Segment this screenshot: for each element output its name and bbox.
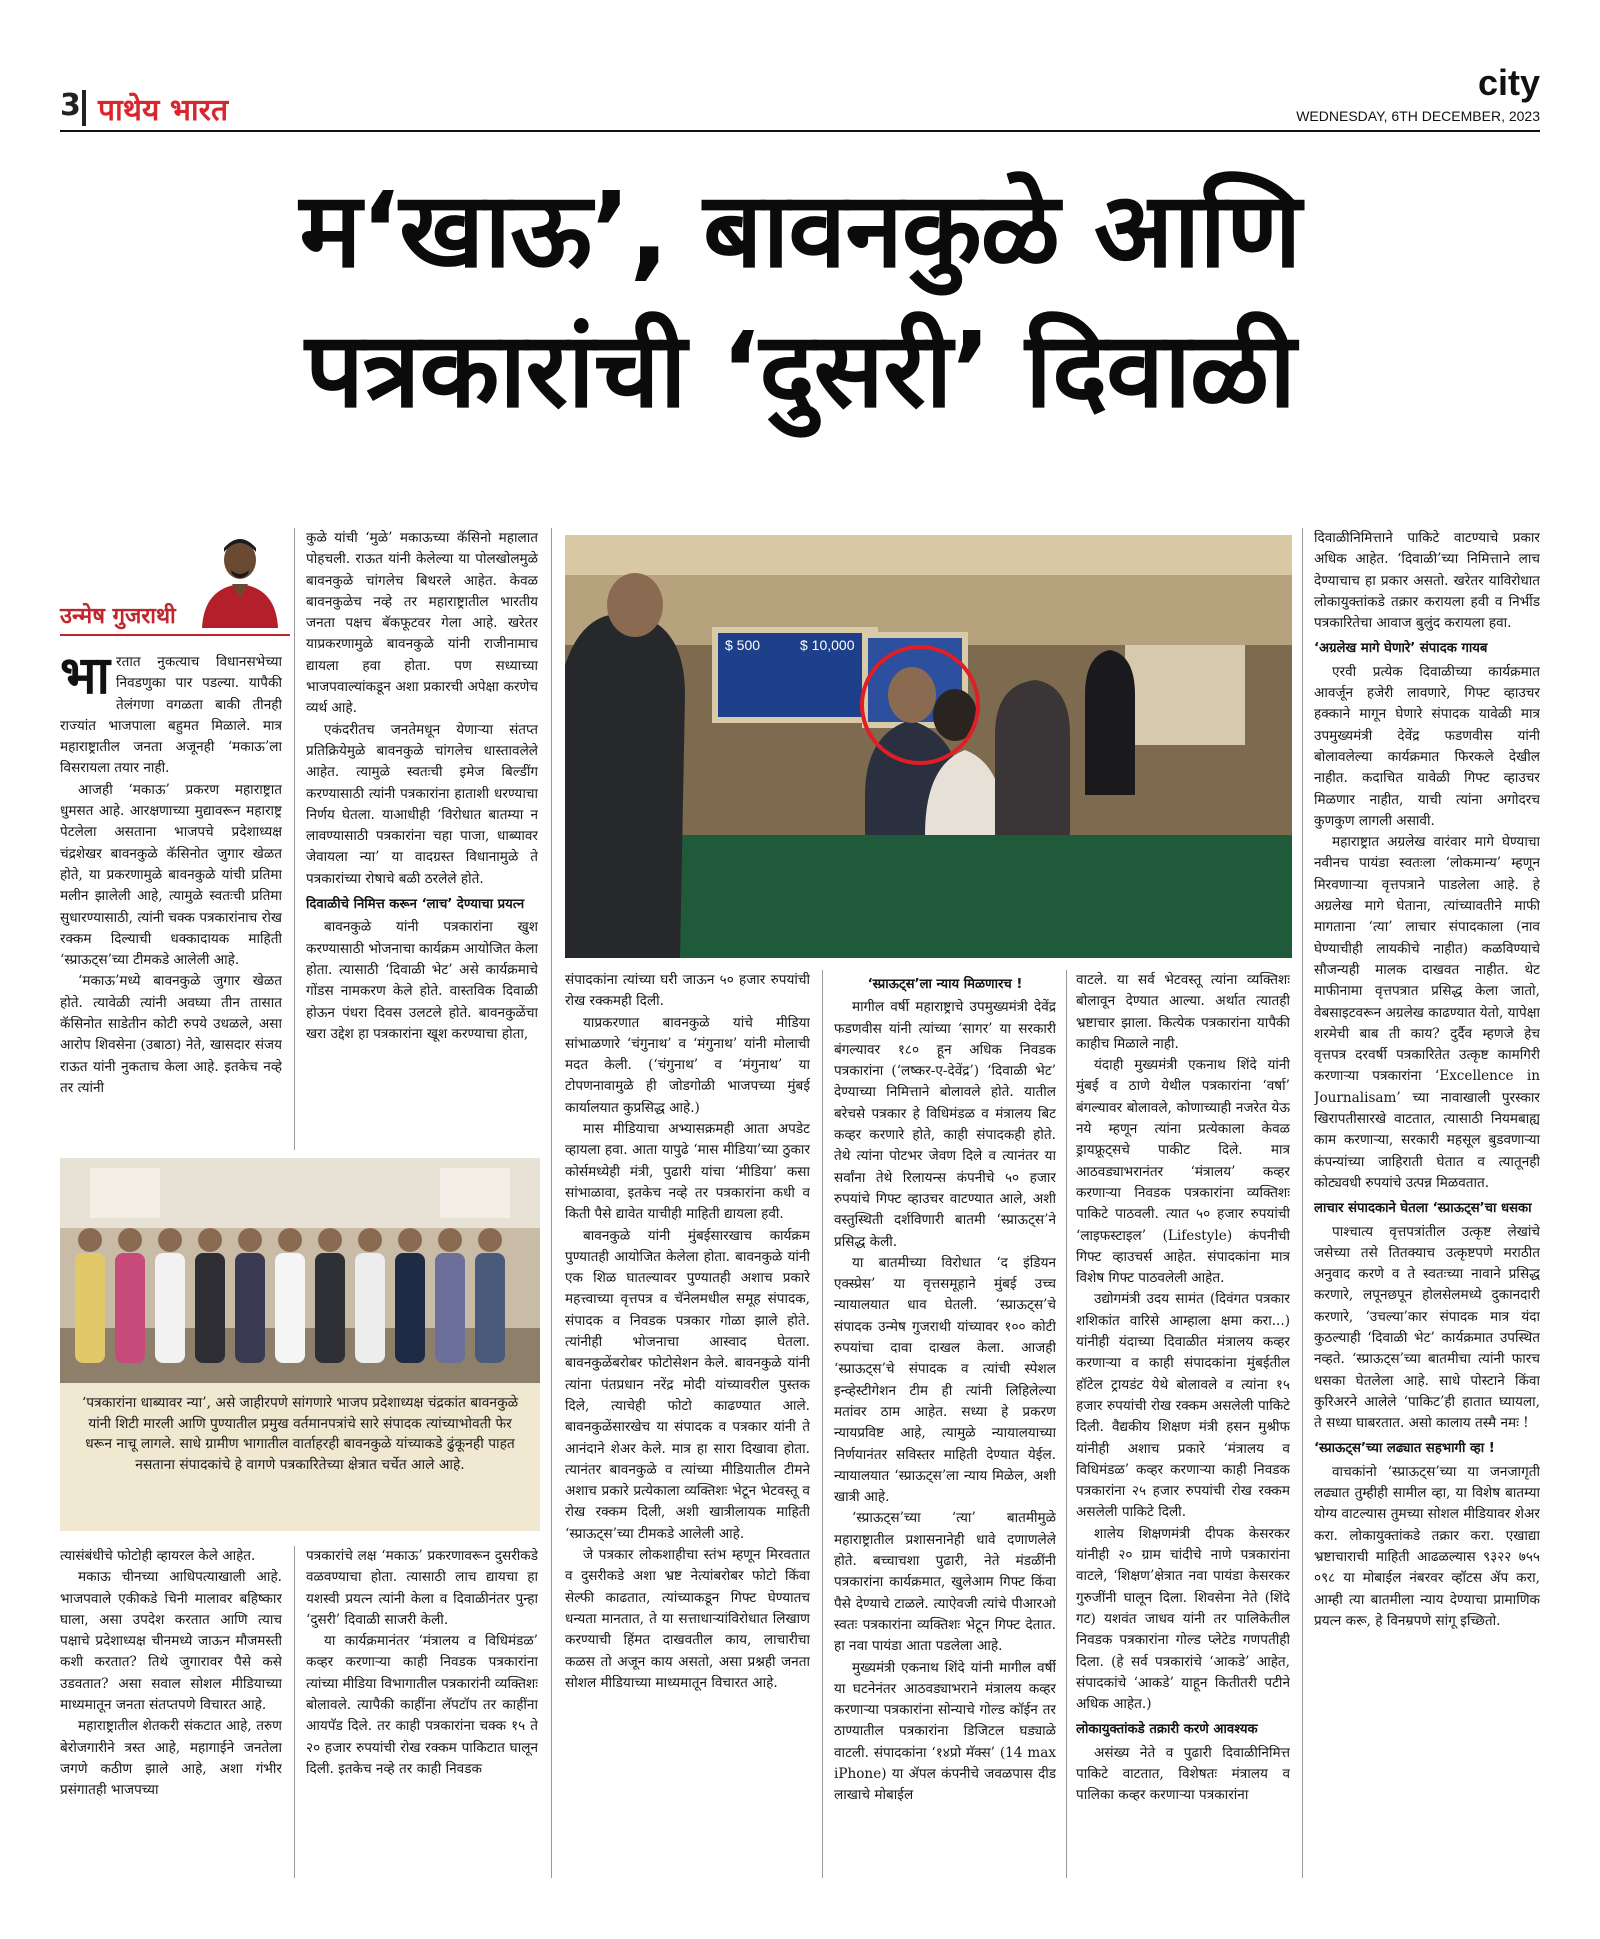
person-figure	[275, 1253, 305, 1363]
subheading: लोकायुक्तांकडे तक्रारी करणे आवश्यक	[1076, 1722, 1258, 1738]
paragraph: कुळे यांची ‘मुळे’ मकाऊच्या कॅसिनो महालात पोहचली. राऊत यांनी केलेल्या या पोलखोलमुळे बावनकुळे चांगलेच बिथरले आहेत. केवळ बावनकुळेच नव्हे तर महाराष्ट्रातील भारतीय जनता पक्षच बॅकफूटवर गेला आहे. खरेतर याप्रकरणामुळे बावनकुळे यांनी राजीनामाच द्यायला हवा होता. पण सध्याच्या भाजपवाल्यांकडून अशा प्रकारची अपेक्षा करणेच व्यर्थ आहे.	[306, 530, 538, 717]
person-head	[398, 1228, 422, 1252]
page-number: 3	[60, 88, 81, 123]
person-head	[318, 1228, 342, 1252]
paragraph: त्यासंबंधीचे फोटोही व्हायरल केले आहेत.	[60, 1548, 256, 1564]
byline-rule	[60, 634, 290, 636]
column-divider	[1066, 970, 1067, 1878]
dateline: WEDNESDAY, 6TH DECEMBER, 2023	[1296, 108, 1540, 124]
person-figure	[475, 1253, 505, 1363]
masthead-rule	[60, 130, 1540, 132]
paragraph: मागील वर्षी महाराष्ट्राचे उपमुख्यमंत्री देवेंद्र फडणवीस यांनी त्यांच्या ‘सागर’ या सरकारी बंगल्यावर १८० हून अधिक निवडक पत्रकारांना (‘लष्कर-ए-देवेंद्र’) ‘दिवाळी भेट’ देण्याच्या निमित्ताने बोलावले होते. यातील बरेचसे पत्रकार हे विधिमंडळ व मंत्रालय बिट कव्हर करणारे होते, काही संपादकही होते. तेथे त्यांना पोटभर जेवण दिले व त्यानंतर या सर्वांना तेथे रिलायन्स कंपनीचे ५० हजार रुपयांचे गिफ्ट व्हाउचर वाटण्यात आले, अशी वस्तुस्थिती दर्शविणारी बातमी ‘स्प्राऊट्स’ने प्रसिद्ध केली.	[834, 999, 1056, 1250]
dropcap: भा	[60, 652, 111, 706]
person-head	[478, 1228, 502, 1252]
column-divider	[551, 528, 552, 1878]
paragraph: शालेय शिक्षणमंत्री दीपक केसरकर यांनीही २० ग्राम चांदीचे नाणे पत्रकारांना वाटले, ‘शिक्षण’क्षेत्रात नवा पायंडा केसरकर गुरुजींनी घालून दिला. शिवसेना नेते (शिंदे गट) यशवंत जाधव यांनी तर पालिकेतील निवडक पत्रकारांना गोल्ड प्लेटेड गणपतीही दिला. (हे सर्व पत्रकारांचे ‘आकडे’ आहेत, संपादकांचे ‘आकडे’ याहून कितीतरी पटीने अधिक आहेत.)	[1076, 1525, 1290, 1713]
paragraph: एकंदरीतच जनतेमधून येणाऱ्या संतप्त प्रतिक्रियेमुळे बावनकुळे चांगलेच धास्तावलेले आहेत. त्यामुळे स्वतःची इमेज बिल्डींग करण्यासाठी त्यांनी पत्रकारांना हाताशी धरण्याचा निर्णय घेतला. याआधीही ‘विरोधात बातम्या न लावण्यासाठी पत्रकारांना चहा पाजा, धाब्यावर जेवायला न्या’ या वादग्रस्त विधानामुळे ते पत्रकारांच्या रोषाचे बळी ठरलेले होते.	[306, 721, 538, 887]
person-head	[238, 1228, 262, 1252]
column-divider	[294, 1546, 295, 1878]
page-number-divider	[82, 90, 86, 126]
group-photo-icon	[60, 1158, 540, 1383]
paragraph: असंख्य नेते व पुढारी दिवाळीनिमित्त पाकिटे वाटतात, विशेषतः मंत्रालय व पालिका कव्हर करणाऱ्या पत्रकारांना	[1076, 1744, 1290, 1804]
paragraph: या कार्यक्रमानंतर ‘मंत्रालय व विधिमंडळ’ कव्हर करणाऱ्या काही निवडक पत्रकारांना त्यांच्या मीडिया विभागातील पत्रकारांनी व्यक्तिशः बोलावले. त्यापैकी काहींना लॅपटॉप तर काहींना आयपॅड दिले. तर काही पत्रकारांना चक्क १५ ते २० हजार रुपयांची रोख रक्कम पाकिटात घालून दिली. इतकेच नव्हे तर काही निवडक	[306, 1633, 538, 1777]
paragraph: एरवी प्रत्येक दिवाळीच्या कार्यक्रमात आवर्जून हजेरी लावणारे, गिफ्ट व्हाउचर हक्काने मागून घेणारे संपादक यावेळी मात्र उपमुख्यमंत्री देवेंद्र फडणवीस यांनी बोलावलेल्या कार्यक्रमात फिरकले देखील नाहीत. कदाचित यावेळी गिफ्ट व्हाउचर मिळणार नाहीत, याची त्यांना अगोदरच कुणकुण लागली असावी.	[1314, 663, 1540, 829]
person-head	[358, 1228, 382, 1252]
paragraph: मुख्यमंत्री एकनाथ शिंदे यांनी मागील वर्षी या घटनेनंतर आठवड्याभराने मंत्रालय कव्हर करणाऱ्या पत्रकारांना सोन्याचे गोल्ड कॉईन तर ठाण्यातील पत्रकारांना डिजिटल घड्याळे वाटली. संपादकांना ‘१४प्रो मॅक्स’ (14 max iPhone) या ॲपल कंपनीचे जवळपास दीड लाखाचे मोबाईल	[834, 1659, 1056, 1804]
column-5	[1076, 970, 1290, 1878]
paragraph: महाराष्ट्रात अग्रलेख वारंवार मागे घेण्याचा नवीनच पायंडा स्वतःला ‘लोकमान्य’ म्हणून मिरवणाऱ्या वृत्तपत्राने पाडलेला आहे. हे अग्रलेख मागे घेताना, त्यांच्यावतीने माफी मागताना ‘त्या’ लाचार संपादकाला (नाव घेण्याचीही लायकीचे नाहीत) कळविण्याचे सौजन्यही मालक दाखवत नाहीत. थेट माफीनामा वृत्तपत्रात प्रसिद्ध केला जातो, वेबसाइटवरून अग्रलेख काढण्यात येतो, यापेक्षा शरमेची बाब ती काय? दुर्दैव म्हणजे हेच वृत्तपत्र दरवर्षी पत्रकारितेत उत्कृष्ट कामगिरी करणाऱ्या पत्रकारांना ‘Excellence in Journalisam’ च्या नावाखाली पुरस्कार खिरापतीसारखे वाटतात, त्यासाठी नियमबाह्य काम करणाऱ्या, सरकारी महसूल बुडवणाऱ्या कंपन्यांच्या जाहिराती घेतात व त्यातूनही कोट्यवधी रुपयांचे उत्पन्न मिळवतात.	[1314, 834, 1540, 1191]
column-3	[565, 970, 810, 1878]
person-figure	[115, 1253, 145, 1363]
column-divider	[294, 528, 295, 1150]
person-head	[158, 1228, 182, 1252]
paragraph: बावनकुळे यांनी पत्रकारांना खुश करण्यासाठी भोजनाचा कार्यक्रम आयोजित केला होता. त्यासाठी ‘दिवाळी भेट’ असे कार्यक्रमाचे गोंडस नामकरण केले होते. वास्तविक दिवाळी होऊन पंधरा दिवस उलटले होते. बावनकुळेंचा खरा उद्देश हा पत्रकारांना खूश करण्याचा होता,	[306, 919, 538, 1042]
column-divider	[1302, 528, 1303, 1878]
subheading: लाचार संपादकाने घेतला ‘स्प्राऊट्स’चा धसका	[1314, 1201, 1532, 1217]
column-2-top	[306, 528, 538, 1150]
person-head	[198, 1228, 222, 1252]
paragraph: या बातमीच्या विरोधात ‘द इंडियन एक्स्प्रेस’ या वृत्तसमूहाने मुंबई उच्च न्यायालयात धाव घेतली. ‘स्प्राऊट्स’चे संपादक उन्मेष गुजराथी यांच्यावर १०० कोटी रुपयांचा दावा दाखल केला. आजही ‘स्प्राऊट्स’चे संपादक व त्यांची स्पेशल इन्व्हेस्टीगेशन टीम ही त्यांनी लिहिलेल्या मतांवर ठाम आहेत. सध्या हे प्रकरण न्यायप्रविष्ट आहे, त्यामुळे न्यायालयाच्या निर्णयानंतर सविस्तर माहिती देण्यात येईल. न्यायालयात ‘स्प्राऊट्स’ला न्याय मिळेल, अशी खात्री आहे.	[834, 1254, 1056, 1506]
person-figure	[75, 1253, 105, 1363]
paragraph: दिवाळीनिमित्ताने पाकिटे वाटण्याचे प्रकार अधिक आहेत. ‘दिवाळी’च्या निमित्ताने लाच देण्याचाच हा प्रकार असतो. खरेतर याविरोधात लोकायुक्तांकडे तक्रार करायला हवी व निर्भीड पत्रकारितेचा आवाज बुलुंद करायला हवा.	[1314, 530, 1540, 632]
paragraph	[60, 652, 282, 780]
author-name: उन्मेष गुजराथी	[60, 604, 176, 629]
photo-caption: ‘पत्रकारांना धाब्यावर न्या’, असे जाहीरपणे सांगणारे भाजप प्रदेशाध्यक्ष चंद्रकांत बावनकुळे यांनी शिटी मारली आणि पुण्यातील प्रमुख वर्तमानपत्रांचे सारे संपादक त्यांच्याभोवती फेर धरून नाचू लागले. साधे ग्रामीण भागातील वार्ताहरही बावनकुळे यांच्याकडे ढुंकूनही पाहत नसताना संपादकांचे हे वागणे पत्रकारितेच्या क्षेत्रात चर्चेत आले आहे.	[60, 1383, 540, 1531]
person-head	[278, 1228, 302, 1252]
author-portrait-icon	[190, 528, 290, 628]
newspaper-brand: पाथेय भारत	[98, 93, 229, 128]
headline-line-2: पत्रकारांची ‘दुसरी’ दिवाळी	[304, 309, 1296, 431]
paragraph-text: रतात नुकत्याच विधानसभेच्या निवडणुका पार पडल्या. यापैकी तेलंगणा वगळता बाकी तीनही राज्यांत भाजपाला बहुमत मिळाले. मात्र महाराष्ट्रातील जनता अजूनही ‘मकाऊ’ला विसरायला तयार नाही.	[60, 654, 282, 777]
subheading: ‘स्प्राऊट्स’ला न्याय मिळणारच !	[867, 977, 1023, 992]
column-1-bottom	[60, 1546, 282, 1878]
paragraph: पाश्चात्य वृत्तपत्रांतील उत्कृष्ट लेखांचे जसेच्या तसे तितक्याच उत्कृष्टपणे मराठीत अनुवाद करणे व ते स्वतःच्या नावाने प्रसिद्ध करणारे, लपूनछपून होलसेलमध्ये दुकानदारी करणारे, ‘उचल्या’कार संपादक मात्र यंदा कुठल्याही ‘दिवाळी भेट’ कार्यक्रमात उपस्थित नव्हते. ‘स्प्राऊट्स’च्या बातमीचा त्यांनी फारच धसका घेतलेला आहे. साधे पोस्टाने किंवा कुरिअरने आलेले ‘पाकिट’ही हातात घ्यायला, ते सध्या घाबरतात. असो कालाय तस्मै नमः !	[1314, 1223, 1540, 1432]
screen-text-1: $ 500	[725, 637, 761, 653]
paragraph: बावनकुळे यांनी मुंबईसारखाच कार्यक्रम पुण्यातही आयोजित केलेला होता. बावनकुळे यांनी एक शिळ घातल्यावर पुण्यातही अशाच प्रकारे महत्त्वाच्या वृत्तपत्र व चॅनेलमधील समूह संपादक, संपादक व निवडक पत्रकार गोळा झाले होते. त्यांनीही भोजनाचा आस्वाद घेतला. बावनकुळेंबरोबर फोटोसेशन केले. बावनकुळे यांनी त्यांना पंतप्रधान नरेंद्र मोदी यांच्यावरील पुस्तक दिले, त्याचेही फोटो काढण्यात आले. बावनकुळेंसारखेच या संपादक व पत्रकार यांनी ते आनंदाने शेअर केले. मात्र हा सारा दिखावा होता. त्यानंतर बावनकुळे व त्यांच्या मीडियातील टीमने अशाच प्रकारे प्रत्येकाला व्यक्तिशः भेटून भेटवस्तू व रोख रक्कम दिली, अशी खात्रीलायक माहिती ‘स्प्राऊट्स’च्या टीमकडे आलेली आहे.	[565, 1227, 810, 1542]
column-4	[834, 970, 1056, 1878]
person-figure	[315, 1253, 345, 1363]
column-1-top	[60, 652, 282, 1150]
column-6	[1314, 528, 1540, 1878]
column-2-bottom	[306, 1546, 538, 1878]
paragraph: ‘स्प्राऊट्स’च्या ‘त्या’ बातमीमुळे महाराष्ट्रातील प्रशासनानेही धावे दणाणलेले होते. बच्चाचशा पुढारी, नेते मंडळींनी पत्रकारांना कार्यक्रमात, खुलेआम गिफ्ट किंवा पैसे देण्याचे टाळले. त्याऐवजी त्यांचे पीआरओ स्वतः पत्रकारांना व्यक्तिशः भेटून गिफ्ट देतात. हा नवा पायंडा आता पडलेला आहे.	[834, 1510, 1056, 1655]
paragraph: यंदाही मुख्यमंत्री एकनाथ शिंदे यांनी मुंबई व ठाणे येथील पत्रकारांना ‘वर्षा’ बंगल्यावर बोलावले, कोणाच्याही नजरेत येऊ नये म्हणून त्यांना प्रत्येकाला केवळ ड्रायफ्रूट्सचे पाकीट दिले. मात्र आठवड्याभरानंतर ‘मंत्रालय’ कव्हर करणाऱ्या निवडक पत्रकारांना व्यक्तिशः पाकिटे पाठवली. त्यात ५० हजार रुपयांची ‘लाइफस्टाइल’ (Lifestyle) कंपनीची गिफ्ट व्हाउचर्स आहेत. संपादकांना मात्र विशेष गिफ्ट पाठवलेली आहेत.	[1076, 1057, 1290, 1287]
paragraph: मकाऊ चीनच्या आधिपत्याखाली आहे. भाजपवाले एकीकडे चिनी मालावर बहिष्कार घाला, असा उपदेश करतात आणि त्याच पक्षाचे प्रदेशाध्यक्ष चीनमध्ये जाऊन मौजमस्ती कशी करतात? तिथे जुगारावर पैसे कसे उडवतात? असा सवाल सोशल मीडियाच्या माध्यमातून जनता संतप्तपणे विचारत आहे.	[60, 1569, 282, 1714]
person-head	[78, 1228, 102, 1252]
paragraph: जे पत्रकार लोकशाहीचा स्तंभ म्हणून मिरवतात व दुसरीकडे अशा भ्रष्ट नेत्यांबरोबर फोटो किंवा सेल्फी काढतात, त्यांच्याकडून गिफ्ट घेण्यातच धन्यता मानतात, ते या सत्ताधाऱ्यांविरोधात लिखाण करण्याची हिंमत दाखवतील काय, लाचारीचा कळस तो अजून काय असतो, असा प्रश्नही जनता सोशल मीडियाच्या माध्यमातून विचारत आहे.	[565, 1547, 810, 1691]
subheading: दिवाळीचे निमित्त करून ‘लाच’ देण्याचा प्रयत्न	[306, 897, 525, 913]
person-figure	[395, 1253, 425, 1363]
headline	[60, 160, 1540, 440]
paragraph: याप्रकरणात बावनकुळे यांचे मीडिया सांभाळणारे ‘चंगुनाथ’ व ‘मंगुनाथ’ यांनी मोलाची मदत केली. (‘चंगुनाथ’ व ‘मंगुनाथ’ या टोपणनावामुळे ही जोडगोळी भाजपच्या मुंबई कार्यालयात कुप्रसिद्ध आहे.)	[565, 1014, 810, 1116]
paragraph: संपादकांना त्यांच्या घरी जाऊन ५० हजार रुपयांची रोख रक्कमही दिली.	[565, 972, 810, 1010]
paragraph: वाटले. या सर्व भेटवस्तू त्यांना व्यक्तिशः बोलावून देण्यात आल्या. अर्थात त्यातही भ्रष्टाचार झाला. कित्येक पत्रकारांना यापैकी काहीच मिळाले नाही.	[1076, 972, 1290, 1052]
paragraph: उद्योगमंत्री उदय सामंत (दिवंगत पत्रकार शशिकांत वारिसे आम्हाला क्षमा करा...) यांनीही यंदाच्या दिवाळीत मंत्रालय कव्हर करणाऱ्या व काही संपादकांना मुंबईतील हॉटेल ट्रायडंट येथे बोलावले व त्यांना १५ हजार रुपयांची रोख रक्कम असलेली पाकिटे दिली. वैद्यकीय शिक्षण मंत्री हसन मुश्रीफ यांनीही अशाच प्रकारे ‘मंत्रालय व विधिमंडळ’ कव्हर करणाऱ्या काही निवडक पत्रकारांना २५ हजार रुपयांची रोख रक्कम असलेली पाकिटे दिली.	[1076, 1291, 1290, 1521]
paragraph: वाचकांनो ‘स्प्राऊट्स’च्या या जनजागृती लढ्यात तुम्हीही सामील व्हा, या विशेष बातम्या योग्य वाटल्यास तुमच्या सोशल मीडियावर शेअर करा. लोकायुक्तांकडे तक्रार करा. एखाद्या भ्रष्टाचाराची माहिती आढळल्यास ९३२२ ७५५ ०९८ या मोबाईल नंबरवर व्हॉटस ॲप करा, आम्ही त्या बातमीला न्याय देण्याचा प्रामाणिक प्रयत्न करू, हे विनम्रपणे सांगू इच्छितो.	[1314, 1463, 1540, 1629]
person-figure	[235, 1253, 265, 1363]
headline-line-1: म‘खाऊ’, बावनकुळे आणि	[299, 169, 1301, 291]
paragraph: महाराष्ट्रातील शेतकरी संकटात आहे, तरुण बेरोजगारीने त्रस्त आहे, महागाईने जनतेला जगणे कठीण झाले आहे, अशा गंभीर प्रसंगातही भाजपच्या	[60, 1718, 282, 1799]
paragraph: पत्रकारांचे लक्ष ‘मकाऊ’ प्रकरणावरून दुसरीकडे वळवण्याचा होता. त्यासाठी लाच द्यायचा हा यशस्वी प्रयत्न त्यांनी केला व दिवाळीनंतर पुन्हा ‘दुसरी’ दिवाळी साजरी केली.	[306, 1548, 538, 1628]
paragraph: ‘मकाऊ’मध्ये बावनकुळे जुगार खेळत होते. त्यावेळी त्यांनी अवघ्या तीन तासात कॅसिनोत साडेतीन कोटी रुपये उधळले, असा आरोप शिवसेना (उबाठा) नेते, खासदार संजय राऊत यांनी नुकताच केला आहे. इतकेच नव्हे तर त्यांनी	[60, 973, 282, 1096]
person-figure	[355, 1253, 385, 1363]
person-figure	[155, 1253, 185, 1363]
casino-photo-icon	[565, 535, 1292, 958]
person-figure	[195, 1253, 225, 1363]
subheading: ‘अग्रलेख मागे घेणारे’ संपादक गायब	[1314, 641, 1488, 657]
paragraph: मास मीडियाचा अभ्यासक्रमही आता अपडेट व्हायला हवा. आता यापुढे ‘मास मीडिया’च्या ठुकार कोर्समध्येही मंत्री, पुढारी यांचा ‘मीडिया’ कसा सांभाळावा, इतकेच नव्हे तर पत्रकारांना कधी व किती पैसे द्यावेत याचीही माहिती द्यायला हवी.	[565, 1121, 810, 1223]
subheading: ‘स्प्राऊट्स’च्या लढ्यात सहभागी व्हा !	[1314, 1441, 1495, 1457]
column-divider	[822, 970, 823, 1878]
section-name: city	[1477, 62, 1540, 103]
screen-text-2: $ 10,000	[800, 637, 855, 653]
paragraph: आजही ‘मकाऊ’ प्रकरण महाराष्ट्रात धुमसत आहे. आरक्षणाच्या मुद्यावरून महाराष्ट्र पेटलेला असताना भाजपचे प्रदेशाध्यक्ष चंद्रशेखर बावनकुळे कॅसिनोत जुगार खेळत होते, या प्रकरणामुळे बावनकुळे यांची प्रतिमा मलीन झालेली आहे, त्यामुळे स्वतःची प्रतिमा सुधारण्यासाठी, त्यांनी चक्क पत्रकारांनाच रोख रक्कम दिल्याची धक्कादायक माहिती ‘स्प्राऊट्स’च्या टीमकडे आलेली आहे.	[60, 781, 282, 969]
person-head	[438, 1228, 462, 1252]
person-head	[118, 1228, 142, 1252]
person-figure	[435, 1253, 465, 1363]
